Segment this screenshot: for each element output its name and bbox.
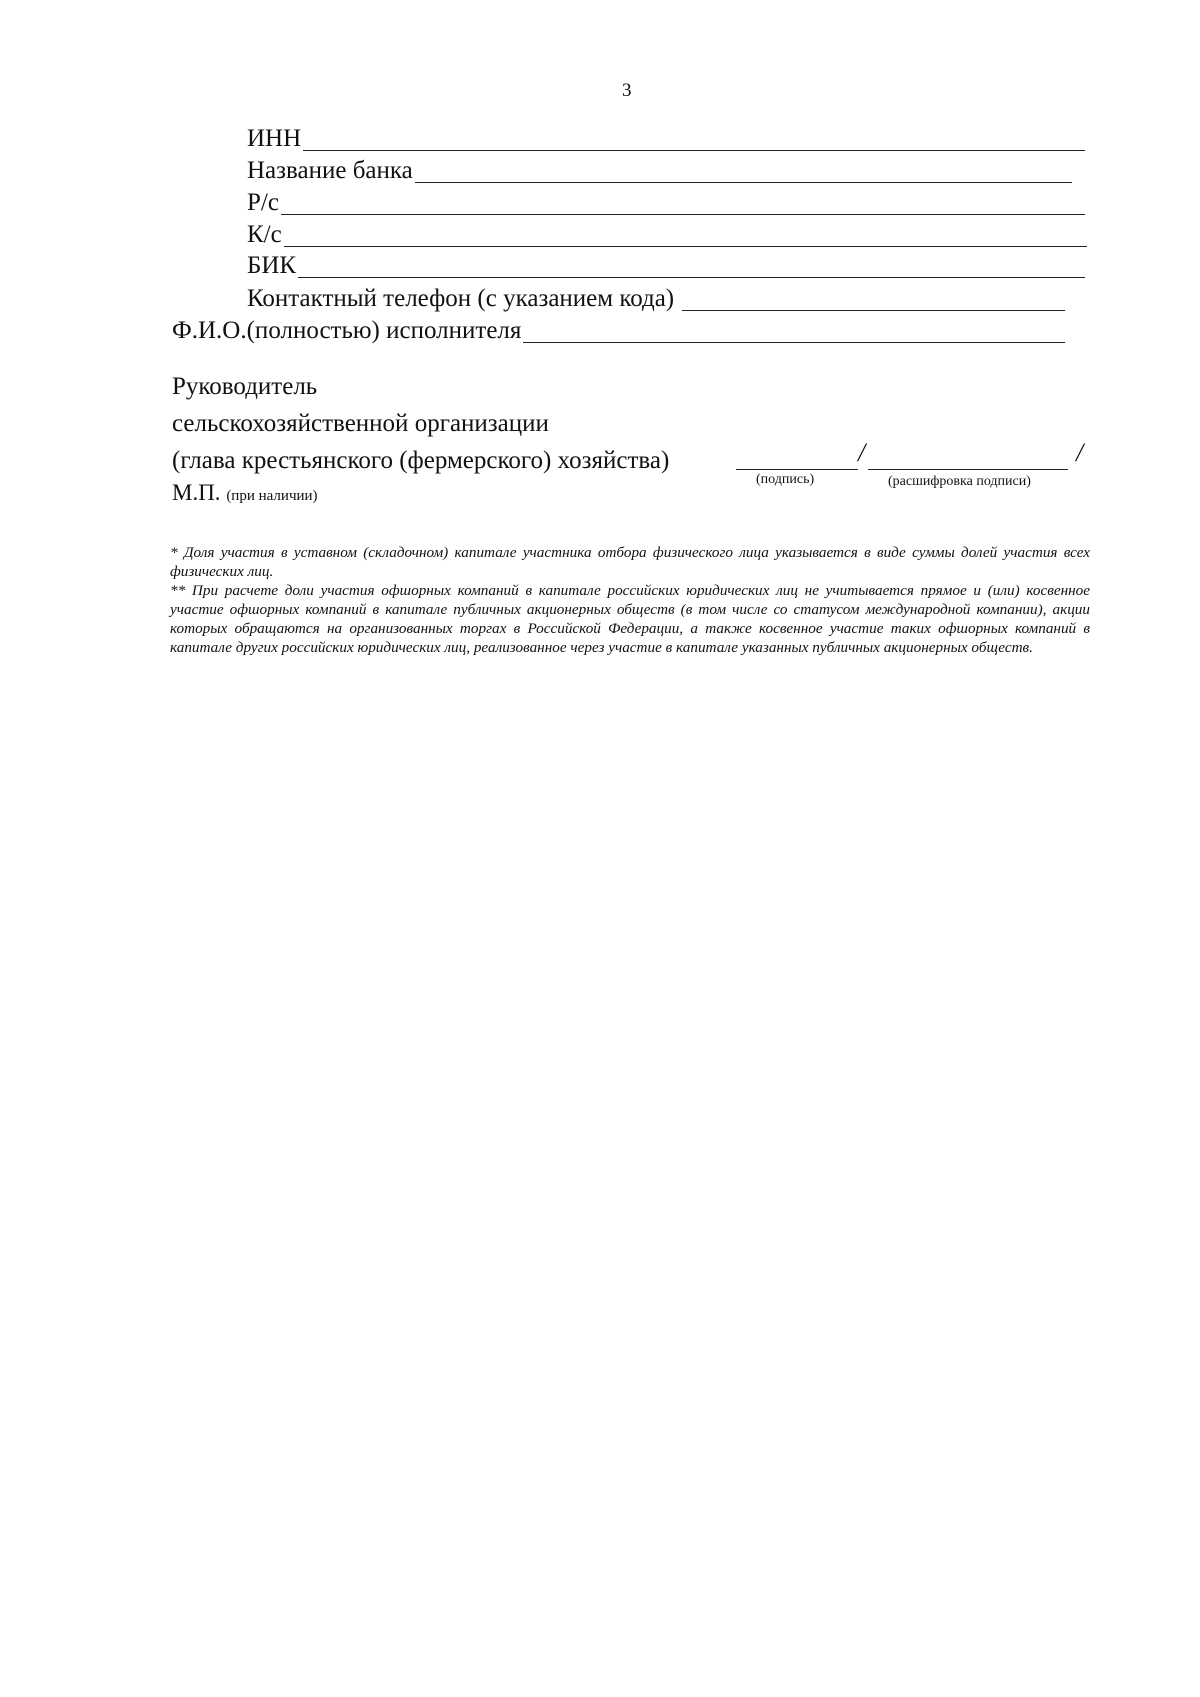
signature-caption: (подпись) <box>756 472 815 487</box>
page-number: 3 <box>622 80 632 101</box>
phone-field[interactable] <box>247 284 1065 314</box>
phone-line[interactable] <box>682 310 1065 311</box>
footnote-2: ** При расчете доли участия офшорных компаний в капитале российских юридических лиц не учитывается прямое и (или) косвенное участие офшорных компаний в капитале публичных акционерных обществ (в том числе со статусом международной компании), акции которых обращаются на организованных торгах в Российской Федерации, а также косвенное участие таких офшорных компаний в капитале других российских юридических лиц, реализованное через участие в капитале указанных публичных акционерных обществ. <box>170 582 1090 656</box>
stamp-label: М.П. <box>172 480 221 505</box>
executor-label: Ф.И.О.(полностью) исполнителя <box>172 317 522 344</box>
bank-name-line[interactable] <box>415 182 1072 183</box>
executor-field[interactable] <box>172 316 1065 346</box>
inn-line[interactable] <box>303 150 1085 151</box>
head-title-line2: сельскохозяйственной организации <box>172 410 549 437</box>
rs-field[interactable] <box>247 188 1085 218</box>
bik-field[interactable] <box>247 251 1085 281</box>
stamp-place <box>172 480 318 506</box>
ks-label: К/с <box>247 221 282 248</box>
signature-decode-caption: (расшифровка подписи) <box>888 474 1031 489</box>
inn-field[interactable] <box>247 124 1085 154</box>
head-title <box>172 368 669 479</box>
signature-slash-2: / <box>1076 438 1084 467</box>
stamp-note: (при наличии) <box>226 488 318 504</box>
executor-line[interactable] <box>523 342 1065 343</box>
signature-slash-1: / <box>858 438 866 467</box>
footnotes <box>170 543 1090 657</box>
head-title-line3: (глава крестьянского (фермерского) хозяйства) <box>172 447 670 474</box>
inn-label: ИНН <box>247 125 302 152</box>
signature-line[interactable] <box>736 469 858 470</box>
footnote-1: * Доля участия в уставном (складочном) капитале участника отбора физического лица указывается в виде суммы долей участия всех физических лиц. <box>170 544 1090 580</box>
bank-name-field[interactable] <box>247 156 1072 186</box>
rs-line[interactable] <box>281 214 1085 215</box>
signature-decode-line[interactable] <box>868 469 1068 470</box>
head-title-line1: Руководитель <box>172 373 318 400</box>
bik-line[interactable] <box>298 277 1085 278</box>
phone-label: Контактный телефон (с указанием кода) <box>247 285 675 312</box>
bank-name-label: Название банка <box>247 157 413 184</box>
rs-label: Р/с <box>247 189 279 216</box>
bik-label: БИК <box>247 252 297 279</box>
ks-line[interactable] <box>284 246 1087 247</box>
ks-field[interactable] <box>247 220 1087 250</box>
